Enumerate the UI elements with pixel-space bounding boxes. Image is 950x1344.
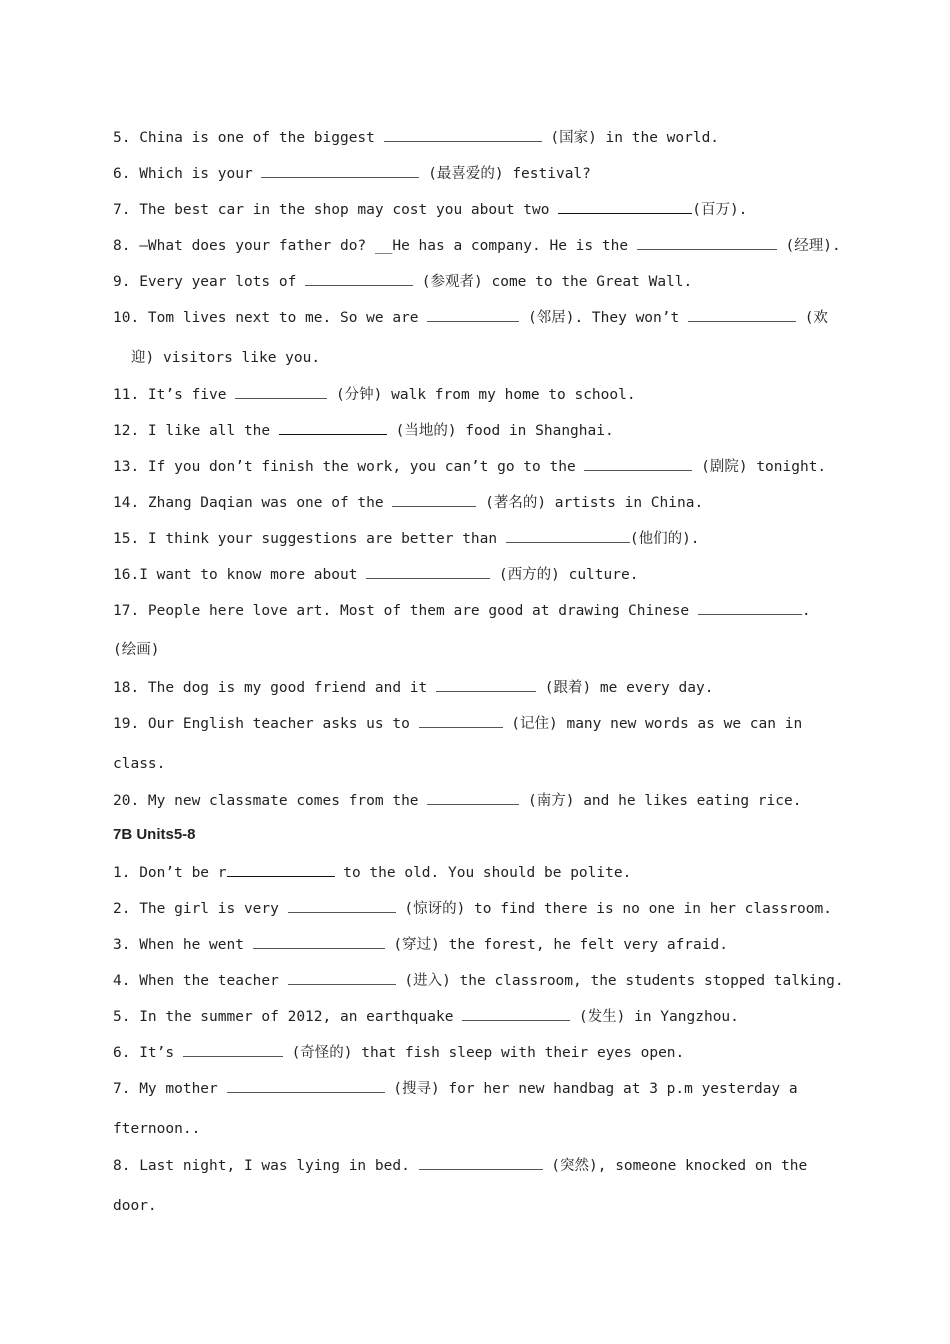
- section-heading: 7B Units5-8: [113, 826, 196, 843]
- answer-blank[interactable]: [279, 420, 387, 435]
- question-8: 8. —What does your father do? __He has a company. He is the (经理).: [113, 235, 860, 256]
- question-19-continued: class.: [113, 756, 166, 772]
- unit-question-8-continued: door.: [113, 1198, 157, 1214]
- question-5: 5. China is one of the biggest (国家) in the world.: [113, 127, 860, 148]
- unit-question-7: 7. My mother (搜寻) for her new handbag at 3 p.m yesterday a: [113, 1078, 860, 1099]
- answer-blank[interactable]: [288, 898, 396, 913]
- unit-question-2: 2. The girl is very (惊讶的) to find there is no one in her classroom.: [113, 898, 860, 919]
- answer-blank[interactable]: [183, 1042, 283, 1057]
- answer-blank[interactable]: [427, 790, 519, 805]
- question-6: 6. Which is your (最喜爱的) festival?: [113, 163, 860, 184]
- unit-question-4: 4. When the teacher (进入) the classroom, the students stopped talking.: [113, 970, 860, 991]
- answer-blank[interactable]: [366, 564, 490, 579]
- answer-blank[interactable]: [305, 271, 413, 286]
- question-18: 18. The dog is my good friend and it (跟着) me every day.: [113, 677, 860, 698]
- answer-blank[interactable]: [392, 492, 476, 507]
- answer-blank[interactable]: [227, 862, 335, 877]
- question-16: 16.I want to know more about (西方的) culture.: [113, 564, 860, 585]
- question-19: 19. Our English teacher asks us to (记住) many new words as we can in: [113, 713, 860, 734]
- answer-blank[interactable]: [253, 934, 385, 949]
- question-17: 17. People here love art. Most of them are good at drawing Chinese .: [113, 600, 860, 621]
- question-17-continued: (绘画): [113, 642, 160, 658]
- answer-blank[interactable]: [584, 456, 692, 471]
- unit-question-8: 8. Last night, I was lying in bed. (突然), someone knocked on the: [113, 1155, 860, 1176]
- answer-blank[interactable]: [436, 677, 536, 692]
- answer-blank[interactable]: [688, 307, 796, 322]
- unit-question-3: 3. When he went (穿过) the forest, he felt very afraid.: [113, 934, 860, 955]
- answer-blank[interactable]: [427, 307, 519, 322]
- question-13: 13. If you don’t finish the work, you can’t go to the (剧院) tonight.: [113, 456, 860, 477]
- question-14: 14. Zhang Daqian was one of the (著名的) artists in China.: [113, 492, 860, 513]
- question-10-continued: 迎) visitors like you.: [131, 350, 321, 366]
- answer-blank[interactable]: [419, 713, 503, 728]
- answer-blank[interactable]: [288, 970, 396, 985]
- answer-blank[interactable]: [261, 163, 419, 178]
- question-9: 9. Every year lots of (参观者) come to the Great Wall.: [113, 271, 860, 292]
- unit-question-5: 5. In the summer of 2012, an earthquake (发生) in Yangzhou.: [113, 1006, 860, 1027]
- answer-blank[interactable]: [227, 1078, 385, 1093]
- question-10: 10. Tom lives next to me. So we are (邻居). They won’t (欢: [113, 307, 860, 328]
- question-7: 7. The best car in the shop may cost you about two (百万).: [113, 199, 860, 220]
- answer-blank[interactable]: [637, 235, 777, 250]
- unit-question-6: 6. It’s (奇怪的) that fish sleep with their eyes open.: [113, 1042, 860, 1063]
- answer-blank[interactable]: [384, 127, 542, 142]
- unit-question-1: 1. Don’t be r to the old. You should be polite.: [113, 862, 860, 883]
- answer-blank[interactable]: [558, 199, 692, 214]
- answer-blank[interactable]: [235, 384, 327, 399]
- unit-question-7-continued: fternoon..: [113, 1121, 201, 1137]
- question-15: 15. I think your suggestions are better than (他们的).: [113, 528, 860, 549]
- question-20: 20. My new classmate comes from the (南方) and he likes eating rice.: [113, 790, 860, 811]
- answer-blank[interactable]: [506, 528, 630, 543]
- question-11: 11. It’s five (分钟) walk from my home to school.: [113, 384, 860, 405]
- answer-blank[interactable]: [462, 1006, 570, 1021]
- answer-blank[interactable]: [698, 600, 802, 615]
- question-12: 12. I like all the (当地的) food in Shanghai.: [113, 420, 860, 441]
- answer-blank[interactable]: [419, 1155, 543, 1170]
